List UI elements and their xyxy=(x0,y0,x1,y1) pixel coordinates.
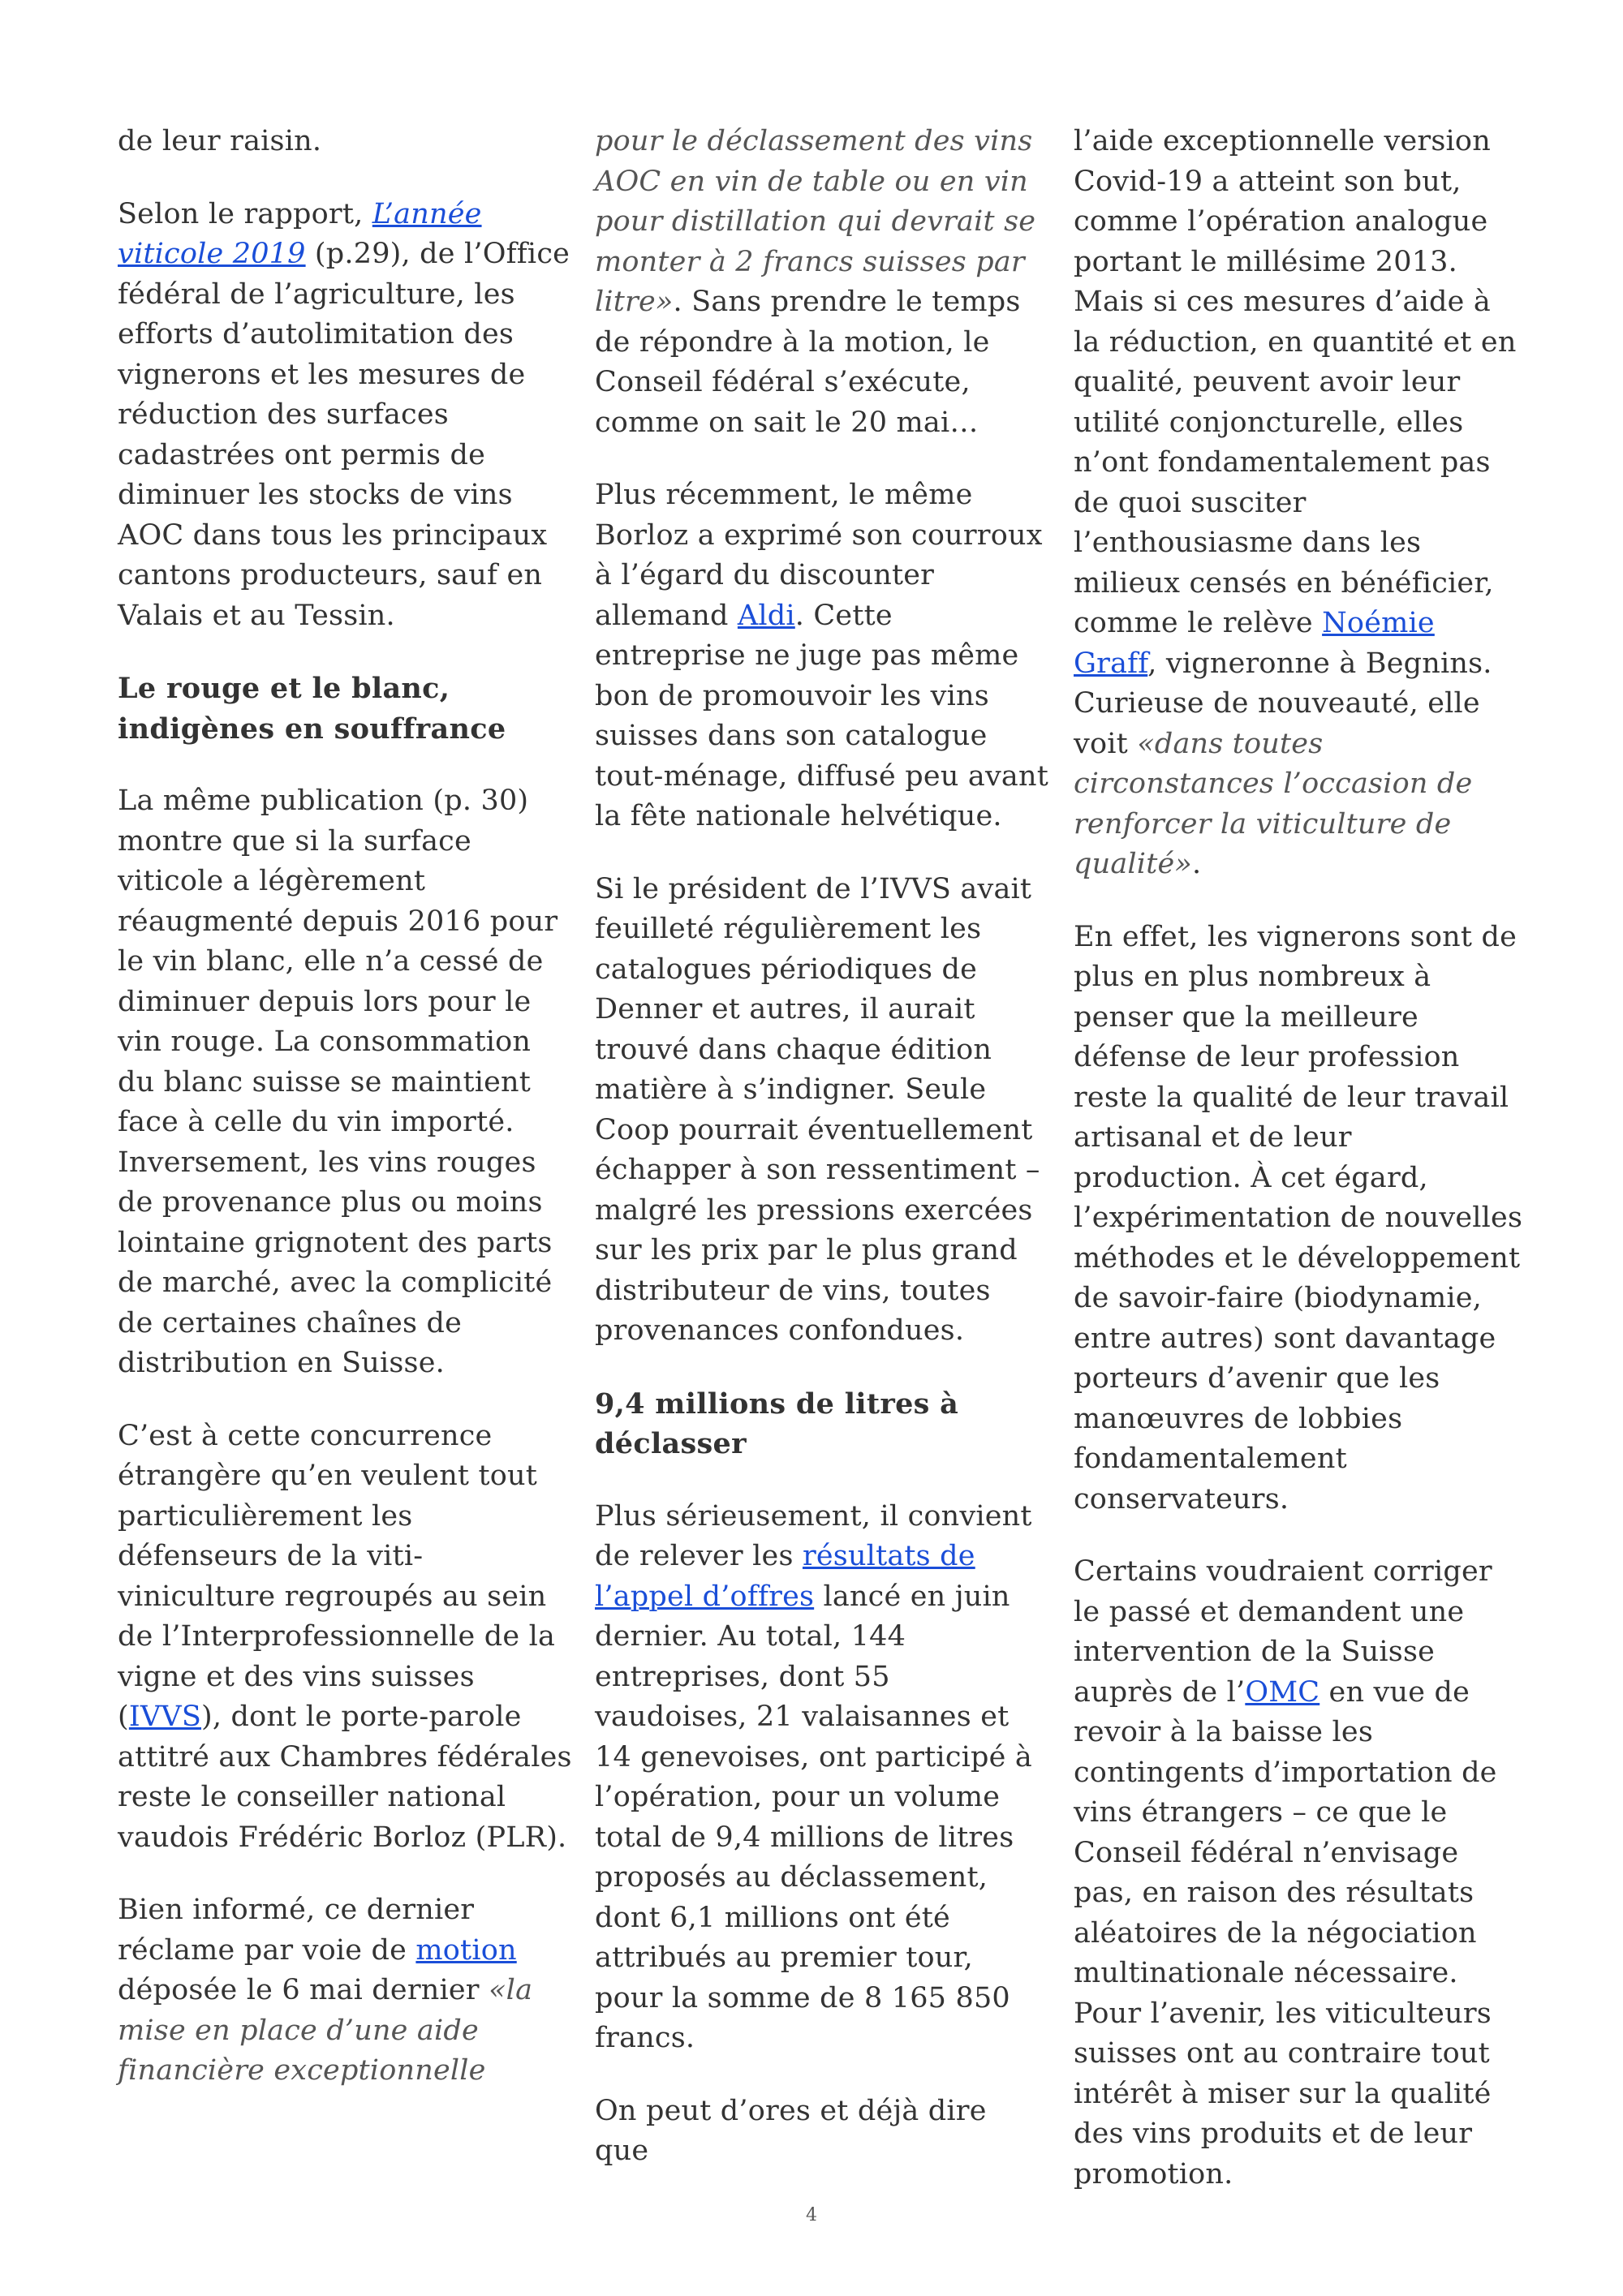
paragraph: La même publication (p. 30) montre que si la surface viticole a légèrement réaugmenté depuis 2016 pour le vin blanc, elle n’a cessé de diminuer depuis lors pour le vin rouge. La consommation du blanc suisse se maintient face à celle du vin importé. Inversement, les vins rouges de provenance plus ou moins lointaine grignotent des parts de marché, avec la complicité de certaines chaînes de distribution en Suisse. xyxy=(118,785,558,1379)
link-aldi[interactable]: Aldi xyxy=(737,599,795,632)
paragraph: l’aide exceptionnelle version Covid-19 a atteint son but, comme l’opération analogue portant le millésime 2013. Mais si ces mesures d’aide à la réduction, en quantité et en qualité, peuvent avoir leur utilité conjoncturelle, elles n’ont fondamentalement pas de quoi susciter l’enthousiasme dans les milieux censés en bénéficier, comme le relève Noémie Graff, vigneronne à Begnins. Curieuse de nouveauté, elle voit «dans toutes circonstances l’occasion de renforcer la viticulture de qualité». xyxy=(1074,125,1517,880)
section-heading: 9,4 millions de litres à déclasser xyxy=(595,1387,959,1460)
column-2 xyxy=(595,122,1049,2204)
paragraph: Certains voudraient corriger le passé et demandent une intervention de la Suisse auprès de l’OMC en vue de revoir à la baisse les contingents d’importation de vins étrangers – ce que le Conseil fédéral n’envisage pas, en raison des résultats aléatoires de la négociation multinationale nécessaire. Pour l’avenir, les viticulteurs suisses ont au contraire tout intérêt à miser sur la qualité des vins produits et de leur promotion. xyxy=(1074,1555,1497,2191)
paragraph: Plus récemment, le même Borloz a exprimé son courroux à l’égard du discounter allemand Aldi. Cette entreprise ne juge pas même bon de promouvoir les vins suisses dans son catalogue tout-ménage, diffusé peu avant la fête nationale helvétique. xyxy=(595,479,1048,832)
page-number: 4 xyxy=(806,2205,817,2225)
column-3 xyxy=(1074,122,1524,2227)
paragraph: pour le déclassement des vins AOC en vin de table ou en vin pour distillation qui devrait se monter à 2 francs suisses par litre». Sans prendre le temps de répondre à la motion, le Conseil fédéral s’exécute, comme on sait le 20 mai… xyxy=(595,125,1036,439)
paragraph: C’est à cette concurrence étrangère qu’en veulent tout particulièrement les défenseurs de la viti-viniculture regroupés au sein de l’Interprofessionnelle de la vigne et des vins suisses (IVVS), dont le porte-parole attitré aux Chambres fédérales reste le conseiller national vaudois Frédéric Borloz (PLR). xyxy=(118,1419,572,1854)
paragraph: On peut d’ores et déjà dire que xyxy=(595,2094,987,2167)
link-resultats-appel-offres[interactable]: résultats de l’appel d’offres xyxy=(595,1540,975,1613)
link-annee-viticole-2019[interactable]: L’année viticole 2019 xyxy=(118,197,482,270)
paragraph: En effet, les vignerons sont de plus en plus nombreux à penser que la meilleure défense de leur profession reste la qualité de leur travail artisanal et de leur production. À cet égard, l’expérimentation de nouvelles méthodes et le développement de savoir-faire (biodynamie, entre autres) sont davantage porteurs d’avenir que les manœuvres de lobbies fondamentalement conservateurs. xyxy=(1074,920,1523,1516)
link-noemie-graff[interactable]: Noémie Graff xyxy=(1074,607,1435,680)
paragraph: Selon le rapport, L’année viticole 2019 (p.29), de l’Office fédéral de l’agriculture, les efforts d’autolimitation des vignerons et les mesures de réduction des surfaces cadastrées ont permis de diminuer les stocks de vins AOC dans tous les principaux cantons producteurs, sauf en Valais et au Tessin. xyxy=(118,197,570,632)
section-heading: Le rouge et le blanc, indigènes en souffrance xyxy=(118,672,506,746)
link-omc[interactable]: OMC xyxy=(1245,1675,1320,1709)
paragraph: Plus sérieusement, il convient de relever les résultats de l’appel d’offres lancé en juin dernier. Au total, 144 entreprises, dont 55 vaudoises, 21 valaisannes et 14 genevoises, ont participé à l’opération, pour un volume total de 9,4 millions de litres proposés au déclassement, dont 6,1 millions ont été attribués au premier tour, pour la somme de 8 165 850 francs. xyxy=(595,1499,1032,2054)
paragraph: de leur raisin. xyxy=(118,125,322,157)
link-motion[interactable]: motion xyxy=(415,1933,517,1967)
column-1 xyxy=(118,122,572,2124)
paragraph: Bien informé, ce dernier réclame par voie de motion déposée le 6 mai dernier «la mise en place d’une aide financière exceptionnelle xyxy=(118,1894,533,2087)
link-ivvs[interactable]: IVVS xyxy=(128,1701,202,1733)
paragraph: Si le président de l’IVVS avait feuilleté régulièrement les catalogues périodiques de Denner et autres, il aurait trouvé dans chaque édition matière à s’indigner. Seule Coop pourrait éventuellement échapper à son ressentiment – malgré les pressions exercées sur les prix par le plus grand distributeur de vins, toutes provenances confondues. xyxy=(595,872,1040,1347)
